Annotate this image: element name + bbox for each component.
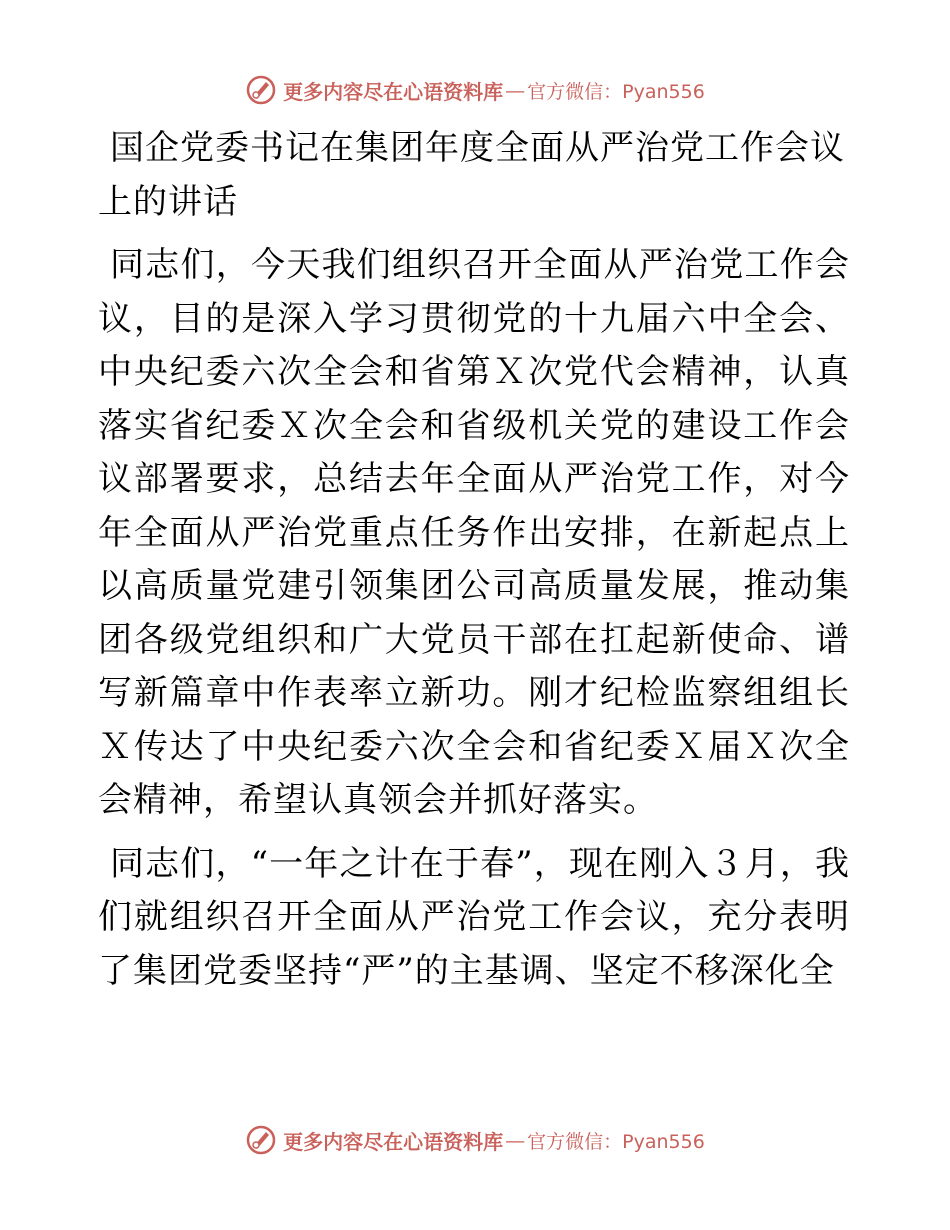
footer-wechat-text: 官方微信：Pyan556: [527, 1130, 705, 1153]
paragraph-2: 同志们，“一年之计在于春”，现在刚入３月，我们就组织召开全面从严治党工作会议，充分表明了集团党委坚持“严”的主基调、坚定不移深化全: [98, 843, 850, 991]
library-logo-icon: [245, 1124, 277, 1156]
document-title: 国企党委书记在集团年度全面从严治党工作会议上的讲话: [98, 128, 845, 222]
footer-banner: [0, 1120, 950, 1160]
footer-separator: —: [505, 1128, 526, 1152]
document-body: [98, 122, 850, 1008]
paragraph-1: 同志们，今天我们组织召开全面从严治党工作会议，目的是深入学习贯彻党的十九届六中全会、中央纪委六次全会和省第Ｘ次党代会精神，认真落实省纪委Ｘ次全会和省级机关党的建设工作会议部署要求，总结去年全面从严治党工作，对今年全面从严治党重点任务作出安排，在新起点上以高质量党建引领集团公司高质量发展，推动集团各级党组织和广大党员干部在扛起新使命、谱写新篇章中作表率立新功。刚才纪检监察组组长Ｘ传达了中央纪委六次全会和省纪委Ｘ届Ｘ次全会精神，希望认真领会并抓好落实。: [98, 245, 850, 820]
header-wechat-text: 官方微信：Pyan556: [527, 80, 705, 103]
header-site-text: 更多内容尽在心语资料库: [283, 79, 504, 104]
library-logo-icon: [245, 74, 277, 106]
header-banner: [0, 70, 950, 110]
footer-site-text: 更多内容尽在心语资料库: [283, 1129, 504, 1154]
header-separator: —: [505, 78, 526, 102]
